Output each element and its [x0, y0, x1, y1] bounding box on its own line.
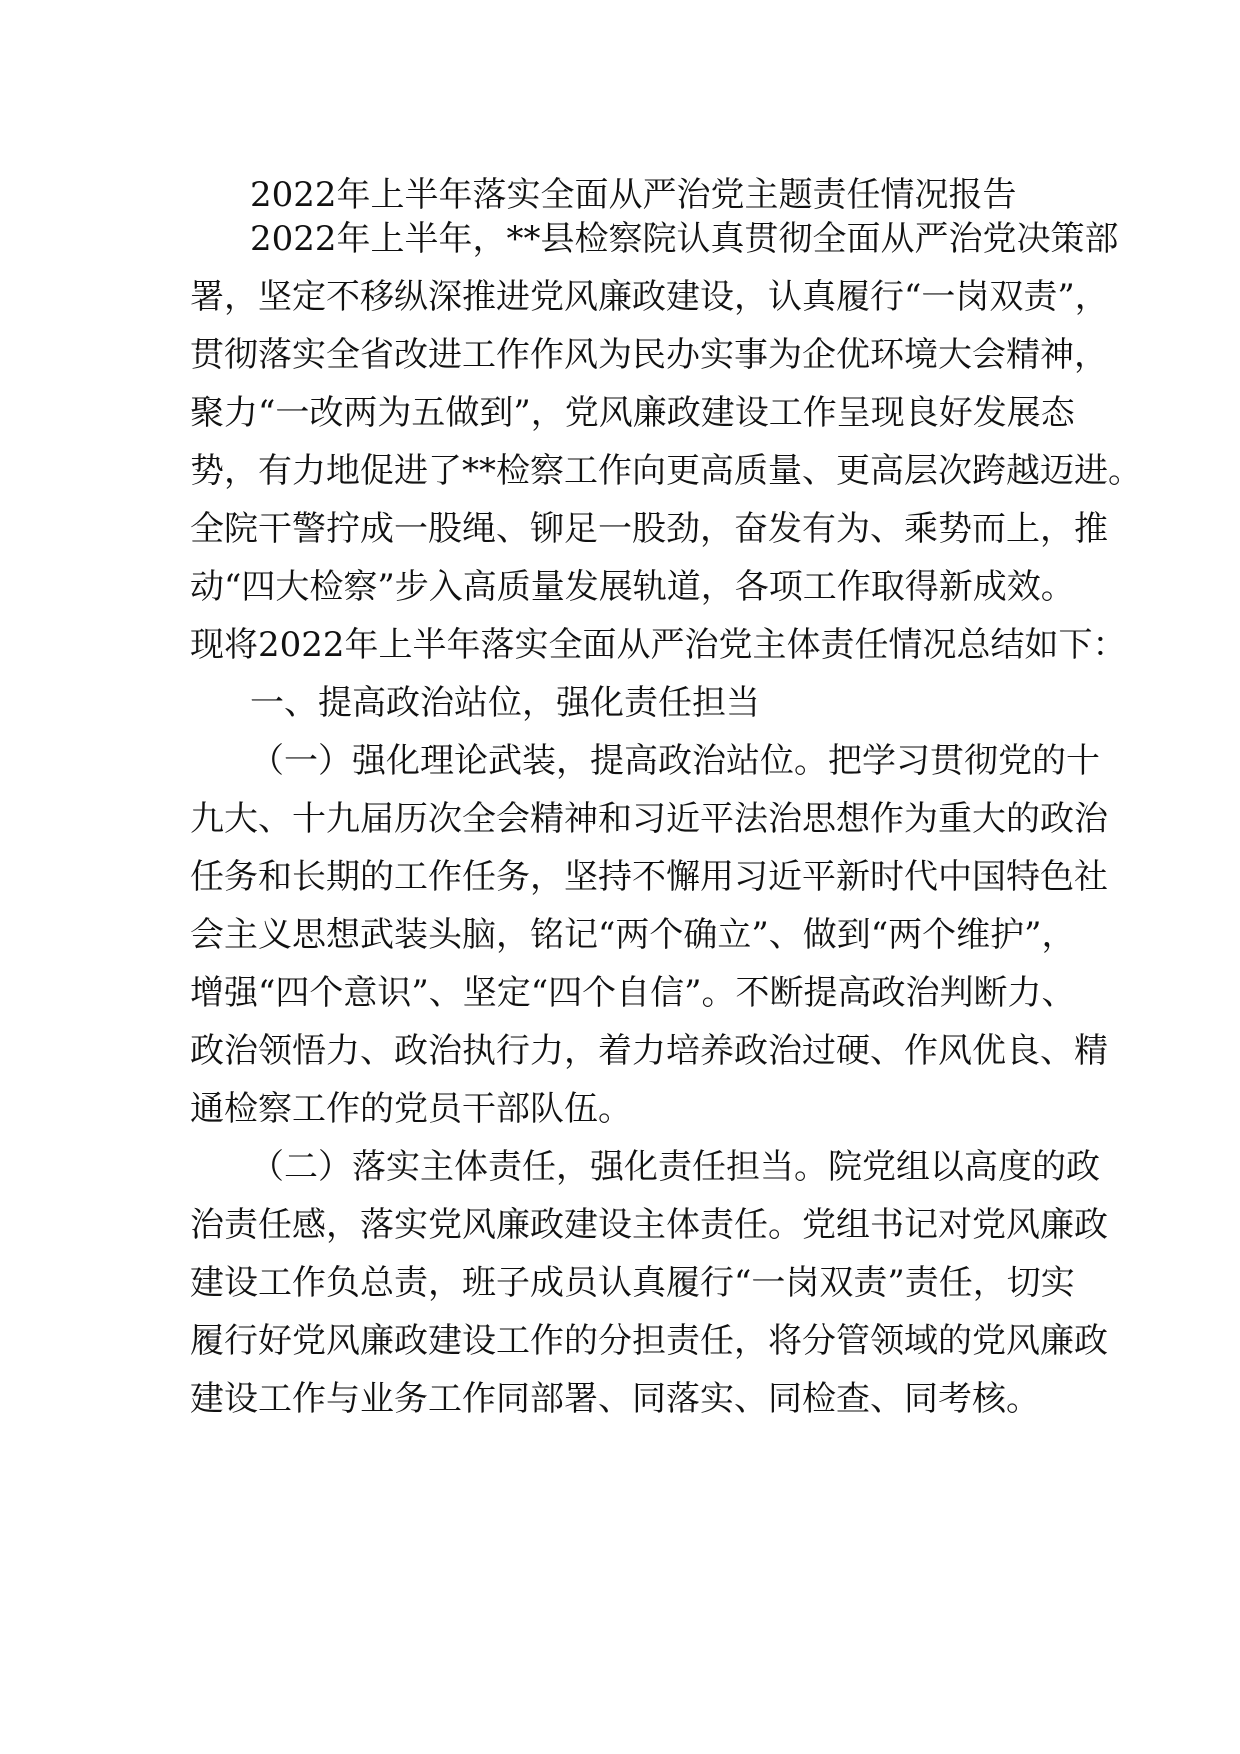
paragraph-line: 现将2022年上半年落实全面从严治党主体责任情况总结如下： [190, 625, 1127, 665]
paragraph-line: 2022年上半年，**县检察院认真贯彻全面从严治党决策部 [250, 219, 1119, 259]
paragraph-line: （一）强化理论武装，提高政治站位。把学习贯彻党的十 [250, 741, 1100, 781]
paragraph-line: 动“四大检察”步入高质量发展轨道，各项工作取得新成效。 [190, 567, 1075, 607]
section-heading: 一、提高政治站位，强化责任担当 [250, 683, 760, 723]
paragraph-line: 势，有力地促进了**检察工作向更高质量、更高层次跨越迈进。 [190, 451, 1142, 491]
paragraph-line: 署，坚定不移纵深推进党风廉政建设，认真履行“一岗双责”， [190, 277, 1109, 317]
paragraph-line: 建设工作与业务工作同部署、同落实、同检查、同考核。 [190, 1379, 1040, 1419]
paragraph-line: 政治领悟力、政治执行力，着力培养政治过硬、作风优良、精 [190, 1031, 1108, 1071]
paragraph-line: 治责任感，落实党风廉政建设主体责任。党组书记对党风廉政 [190, 1205, 1108, 1245]
document-title: 2022年上半年落实全面从严治党主题责任情况报告 [250, 175, 1017, 215]
paragraph-line: 全院干警拧成一股绳、铆足一股劲，奋发有为、乘势而上，推 [190, 509, 1108, 549]
paragraph-line: 贯彻落实全省改进工作作风为民办实事为企优环境大会精神， [190, 335, 1108, 375]
paragraph-line: 聚力“一改两为五做到”，党风廉政建设工作呈现良好发展态 [190, 393, 1075, 433]
paragraph-line: 九大、十九届历次全会精神和习近平法治思想作为重大的政治 [190, 799, 1108, 839]
paragraph-line: 增强“四个意识”、坚定“四个自信”。不断提高政治判断力、 [190, 973, 1076, 1013]
paragraph-line: 通检察工作的党员干部队伍。 [190, 1089, 632, 1129]
paragraph-line: 任务和长期的工作任务，坚持不懈用习近平新时代中国特色社 [190, 857, 1108, 897]
paragraph-line: （二）落实主体责任，强化责任担当。院党组以高度的政 [250, 1147, 1100, 1187]
paragraph-line: 建设工作负总责，班子成员认真履行“一岗双责”责任，切实 [190, 1263, 1075, 1303]
paragraph-line: 会主义思想武装头脑，铭记“两个确立”、做到“两个维护”， [190, 915, 1076, 955]
paragraph-line: 履行好党风廉政建设工作的分担责任，将分管领域的党风廉政 [190, 1321, 1108, 1361]
